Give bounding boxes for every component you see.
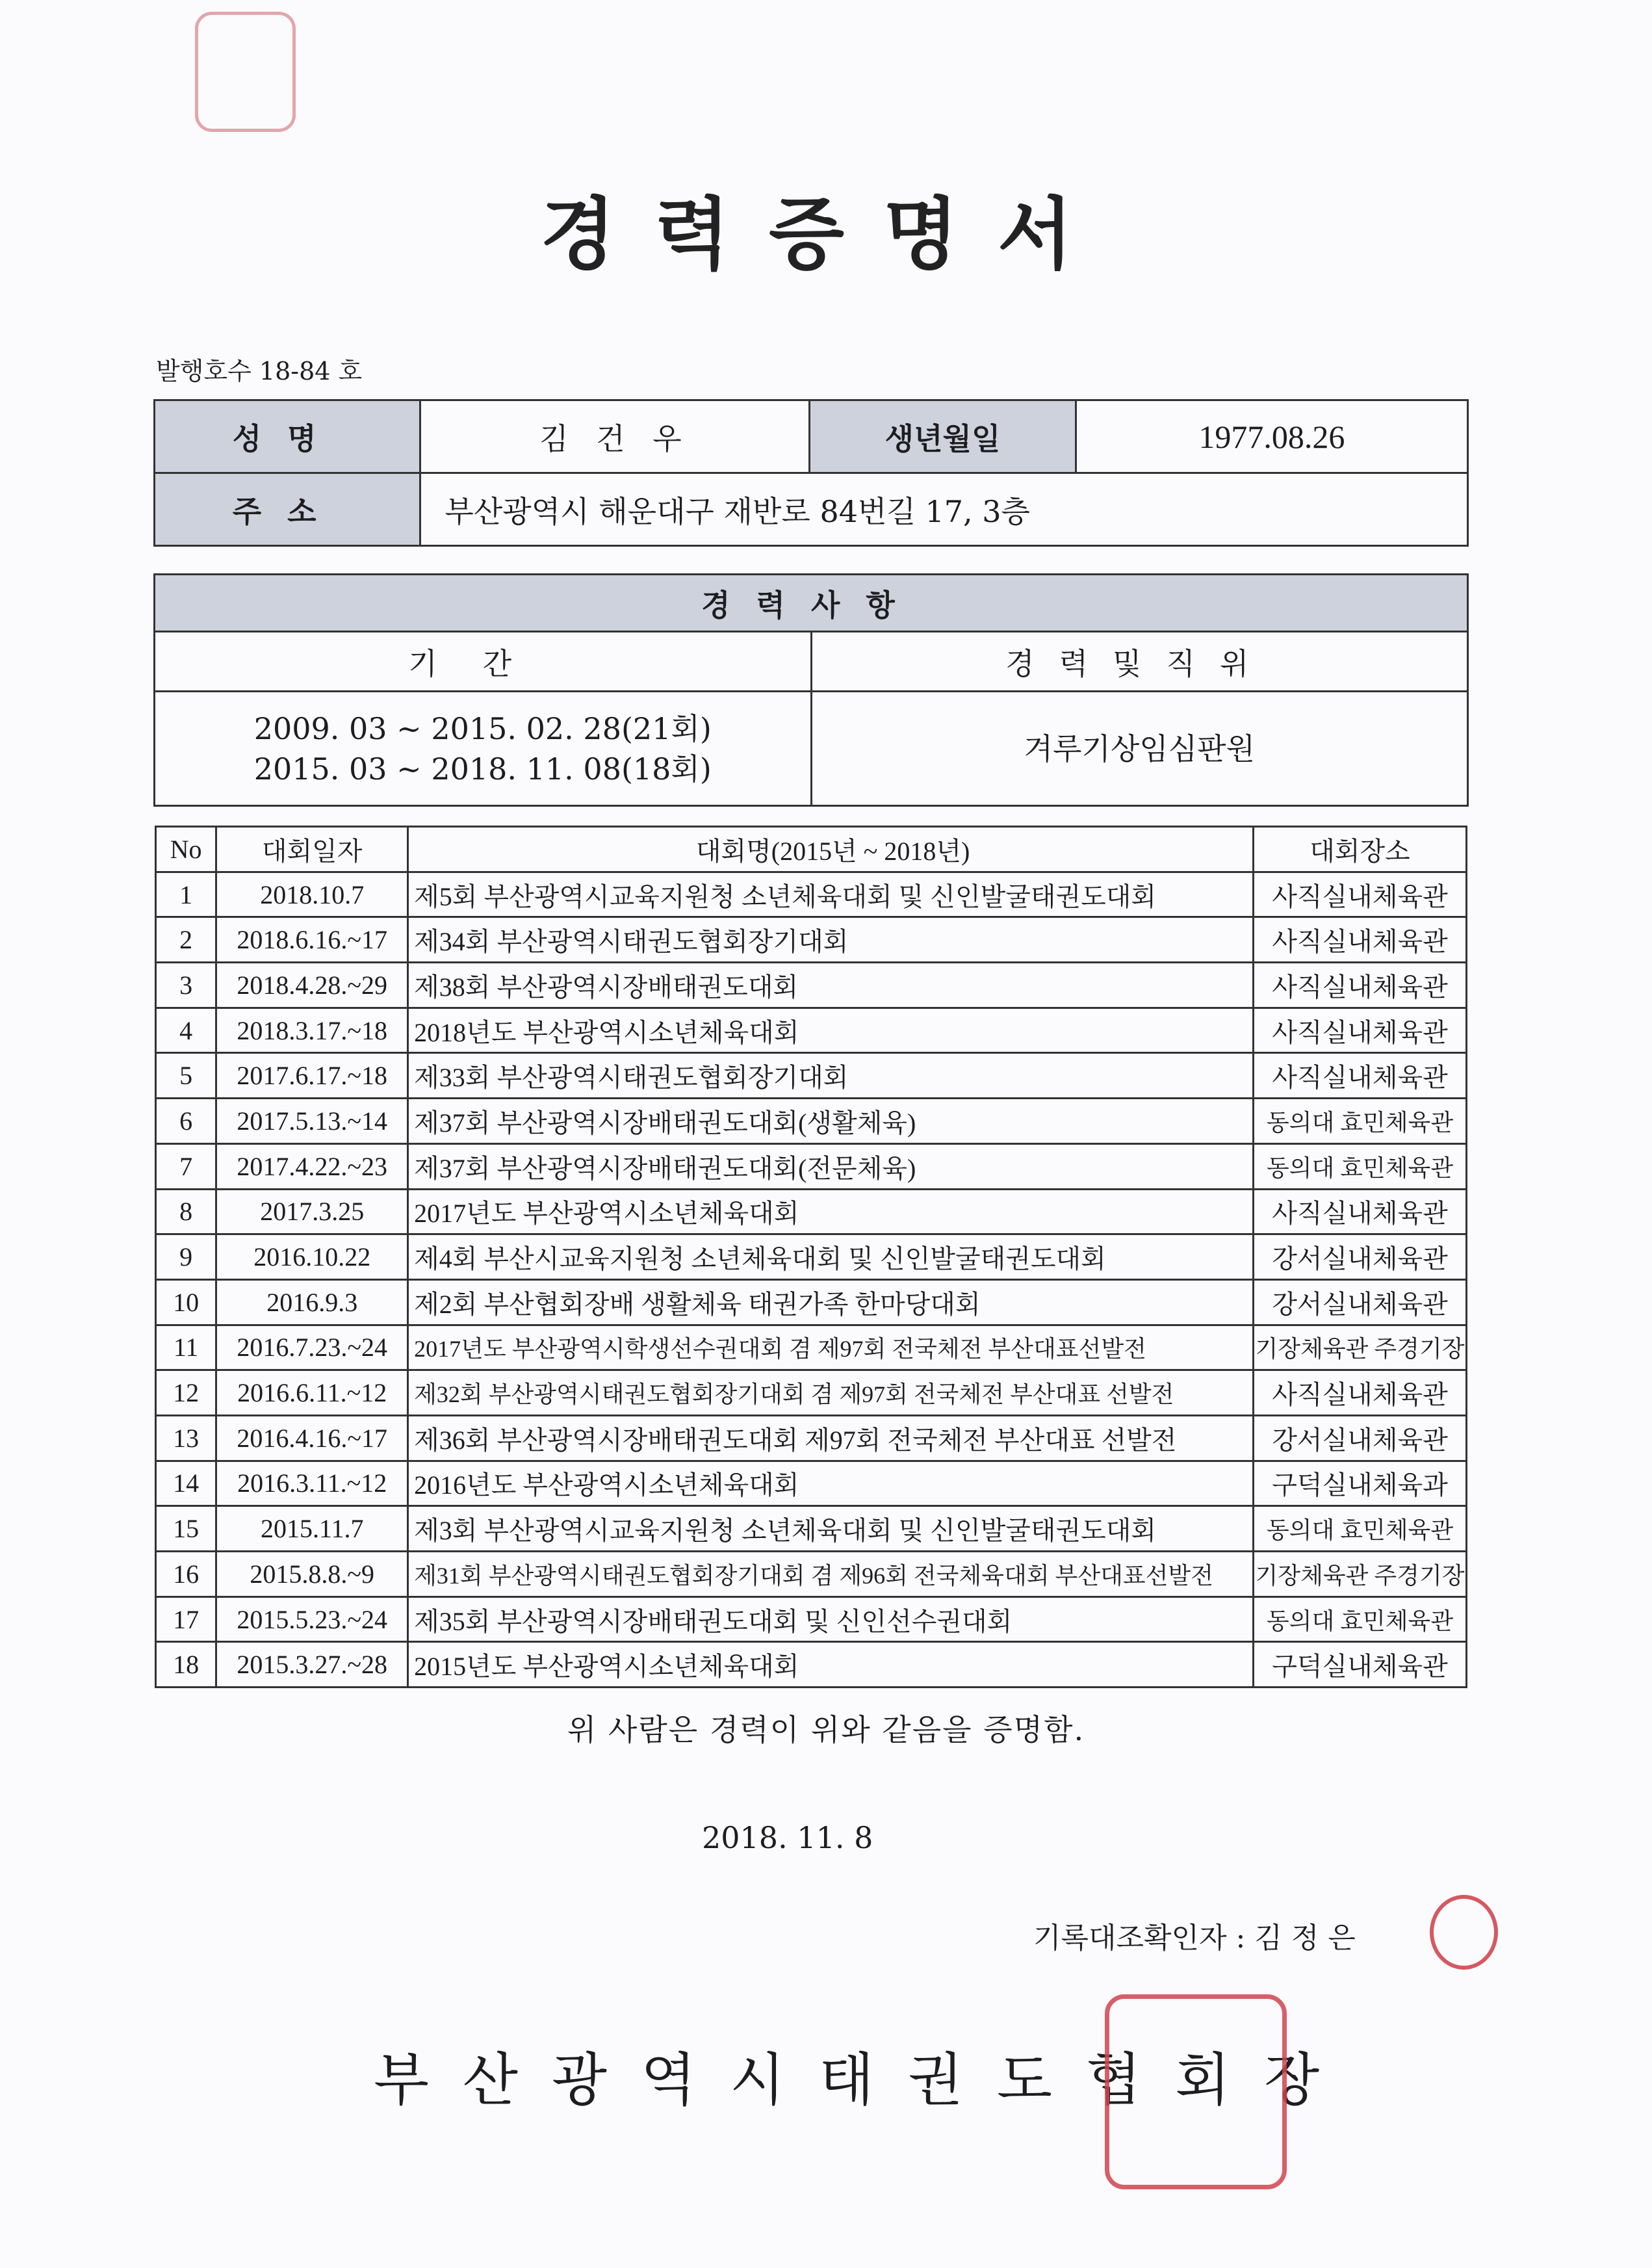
event-date: 2017.5.13.~14 — [216, 1099, 408, 1144]
event-name: 제32회 부산광역시태권도협회장기대회 겸 제97회 전국체전 부산대표 선발전 — [408, 1370, 1254, 1416]
birth-value: 1977.08.26 — [1076, 400, 1467, 473]
event-no: 7 — [156, 1143, 216, 1189]
event-venue: 사직실내체육관 — [1254, 1053, 1467, 1099]
event-no: 9 — [156, 1234, 216, 1280]
table-row — [156, 1053, 1467, 1099]
event-no: 5 — [156, 1053, 216, 1099]
confirmer-seal-stamp — [1430, 1895, 1498, 1970]
event-venue: 구덕실내체육과 — [1254, 1461, 1467, 1506]
event-date: 2016.3.11.~12 — [216, 1461, 408, 1506]
table-row — [156, 1325, 1467, 1370]
event-no: 1 — [156, 872, 216, 917]
event-no: 18 — [156, 1642, 216, 1688]
address-row — [155, 473, 1468, 546]
event-date: 2016.4.16.~17 — [216, 1415, 408, 1461]
event-no: 12 — [156, 1370, 216, 1416]
event-name: 2018년도 부산광역시소년체육대회 — [408, 1008, 1254, 1053]
address-label: 주소 — [155, 473, 420, 546]
document-title: 경력증명서 — [540, 190, 1112, 280]
official-seal-stamp — [1105, 1994, 1287, 2189]
header-date: 대회일자 — [216, 827, 408, 872]
event-date: 2017.6.17.~18 — [216, 1053, 408, 1099]
event-name: 2017년도 부산광역시학생선수권대회 겸 제97회 전국체전 부산대표선발전 — [408, 1325, 1254, 1370]
career-periods — [155, 692, 812, 806]
event-no: 10 — [156, 1279, 216, 1325]
issue-number: 발행호수 18-84 호 — [156, 357, 363, 385]
event-venue: 사직실내체육관 — [1254, 917, 1467, 963]
table-row — [156, 1189, 1467, 1234]
event-name: 제3회 부산광역시교육지원청 소년체육대회 및 신인발굴태권도대회 — [408, 1506, 1254, 1552]
career-detail-row — [155, 692, 1468, 806]
event-date: 2018.3.17.~18 — [216, 1008, 408, 1053]
event-name: 제37회 부산광역시장배태권도대회(생활체육) — [408, 1099, 1254, 1144]
event-venue: 동의대 효민체육관 — [1254, 1506, 1467, 1552]
birth-label: 생년월일 — [810, 400, 1076, 473]
event-date: 2016.6.11.~12 — [216, 1370, 408, 1416]
organization-name: 부산광역시태권도협회장 — [374, 2046, 1354, 2113]
table-row — [156, 1279, 1467, 1325]
table-row — [156, 963, 1467, 1008]
event-no: 2 — [156, 917, 216, 963]
table-row — [156, 917, 1467, 963]
event-name: 제35회 부산광역시장배태권도대회 및 신인선수권대회 — [408, 1597, 1254, 1642]
career-position: 겨루기상임심판원 — [811, 692, 1467, 806]
career-header: 경력사항 — [155, 575, 1468, 632]
events-table — [155, 826, 1467, 1688]
event-venue: 강서실내체육관 — [1254, 1234, 1467, 1280]
event-no: 3 — [156, 963, 216, 1008]
table-row — [156, 1552, 1467, 1597]
event-no: 8 — [156, 1189, 216, 1234]
career-table — [153, 573, 1469, 807]
event-venue: 동의대 효민체육관 — [1254, 1143, 1467, 1189]
event-name: 제33회 부산광역시태권도협회장기대회 — [408, 1053, 1254, 1099]
event-no: 13 — [156, 1415, 216, 1461]
career-subheader-row — [155, 632, 1468, 692]
event-date: 2015.3.27.~28 — [216, 1642, 408, 1688]
event-venue: 사직실내체육관 — [1254, 1008, 1467, 1053]
table-row — [156, 1143, 1467, 1189]
event-no: 15 — [156, 1506, 216, 1552]
career-period-1: 2009. 03 ~ 2015. 02. 28(21회) — [253, 710, 712, 746]
table-row — [156, 1506, 1467, 1552]
event-no: 16 — [156, 1552, 216, 1597]
table-row — [156, 1415, 1467, 1461]
table-row — [156, 1642, 1467, 1688]
event-name: 제37회 부산광역시장배태권도대회(전문체육) — [408, 1143, 1254, 1189]
event-venue: 강서실내체육관 — [1254, 1415, 1467, 1461]
career-header-row — [155, 575, 1468, 632]
event-venue: 사직실내체육관 — [1254, 872, 1467, 917]
event-name: 2016년도 부산광역시소년체육대회 — [408, 1461, 1254, 1506]
event-name: 제4회 부산시교육지원청 소년체육대회 및 신인발굴태권도대회 — [408, 1234, 1254, 1280]
event-no: 6 — [156, 1099, 216, 1144]
issue-date: 2018. 11. 8 — [702, 1820, 873, 1855]
position-label: 경력및직위 — [811, 632, 1467, 692]
event-name: 제36회 부산광역시장배태권도대회 제97회 전국체전 부산대표 선발전 — [408, 1415, 1254, 1461]
table-row — [156, 1099, 1467, 1144]
event-no: 17 — [156, 1597, 216, 1642]
event-date: 2018.10.7 — [216, 872, 408, 917]
event-name: 2015년도 부산광역시소년체육대회 — [408, 1642, 1254, 1688]
event-name: 제5회 부산광역시교육지원청 소년체육대회 및 신인발굴태권도대회 — [408, 872, 1254, 917]
event-date: 2015.8.8.~9 — [216, 1552, 408, 1597]
career-period-2: 2015. 03 ~ 2018. 11. 08(18회) — [253, 751, 712, 787]
header-no: No — [156, 827, 216, 872]
name-label: 성명 — [155, 400, 420, 473]
event-venue: 강서실내체육관 — [1254, 1279, 1467, 1325]
event-venue: 동의대 효민체육관 — [1254, 1099, 1467, 1144]
event-venue: 사직실내체육관 — [1254, 963, 1467, 1008]
header-event-name: 대회명(2015년 ~ 2018년) — [408, 827, 1254, 872]
event-date: 2017.4.22.~23 — [216, 1143, 408, 1189]
event-venue: 동의대 효민체육관 — [1254, 1597, 1467, 1642]
event-date: 2015.5.23.~24 — [216, 1597, 408, 1642]
top-seal-stamp — [195, 12, 296, 132]
event-name: 제38회 부산광역시장배태권도대회 — [408, 963, 1254, 1008]
record-confirmer: 기록대조확인자 : 김 정 은 — [1033, 1922, 1356, 1955]
event-date: 2018.6.16.~17 — [216, 917, 408, 963]
event-name: 제2회 부산협회장배 생활체육 태권가족 한마당대회 — [408, 1279, 1254, 1325]
event-date: 2017.3.25 — [216, 1189, 408, 1234]
table-row — [156, 1234, 1467, 1280]
event-date: 2016.9.3 — [216, 1279, 408, 1325]
event-venue: 사직실내체육관 — [1254, 1370, 1467, 1416]
event-date: 2016.10.22 — [216, 1234, 408, 1280]
certification-statement: 위 사람은 경력이 위와 같음을 증명함. — [567, 1712, 1085, 1747]
event-venue: 기장체육관 주경기장 — [1254, 1325, 1467, 1370]
event-date: 2018.4.28.~29 — [216, 963, 408, 1008]
event-name: 제31회 부산광역시태권도협회장기대회 겸 제96회 전국체육대회 부산대표선발전 — [408, 1552, 1254, 1597]
event-name: 2017년도 부산광역시소년체육대회 — [408, 1189, 1254, 1234]
event-date: 2016.7.23.~24 — [216, 1325, 408, 1370]
table-row — [156, 1461, 1467, 1506]
event-venue: 구덕실내체육관 — [1254, 1642, 1467, 1688]
table-row — [156, 1008, 1467, 1053]
event-no: 14 — [156, 1461, 216, 1506]
personal-info-table — [153, 399, 1469, 547]
event-no: 11 — [156, 1325, 216, 1370]
event-date: 2015.11.7 — [216, 1506, 408, 1552]
name-value: 김 건 우 — [420, 400, 810, 473]
event-venue: 사직실내체육관 — [1254, 1189, 1467, 1234]
events-header-row — [156, 827, 1467, 872]
event-no: 4 — [156, 1008, 216, 1053]
event-venue: 기장체육관 주경기장 — [1254, 1552, 1467, 1597]
table-row — [156, 872, 1467, 917]
header-venue: 대회장소 — [1254, 827, 1467, 872]
table-row — [156, 1597, 1467, 1642]
address-value: 부산광역시 해운대구 재반로 84번길 17, 3층 — [420, 473, 1468, 546]
table-row — [156, 1370, 1467, 1416]
event-name: 제34회 부산광역시태권도협회장기대회 — [408, 917, 1254, 963]
period-label: 기간 — [155, 632, 812, 692]
personal-info-row — [155, 400, 1468, 473]
